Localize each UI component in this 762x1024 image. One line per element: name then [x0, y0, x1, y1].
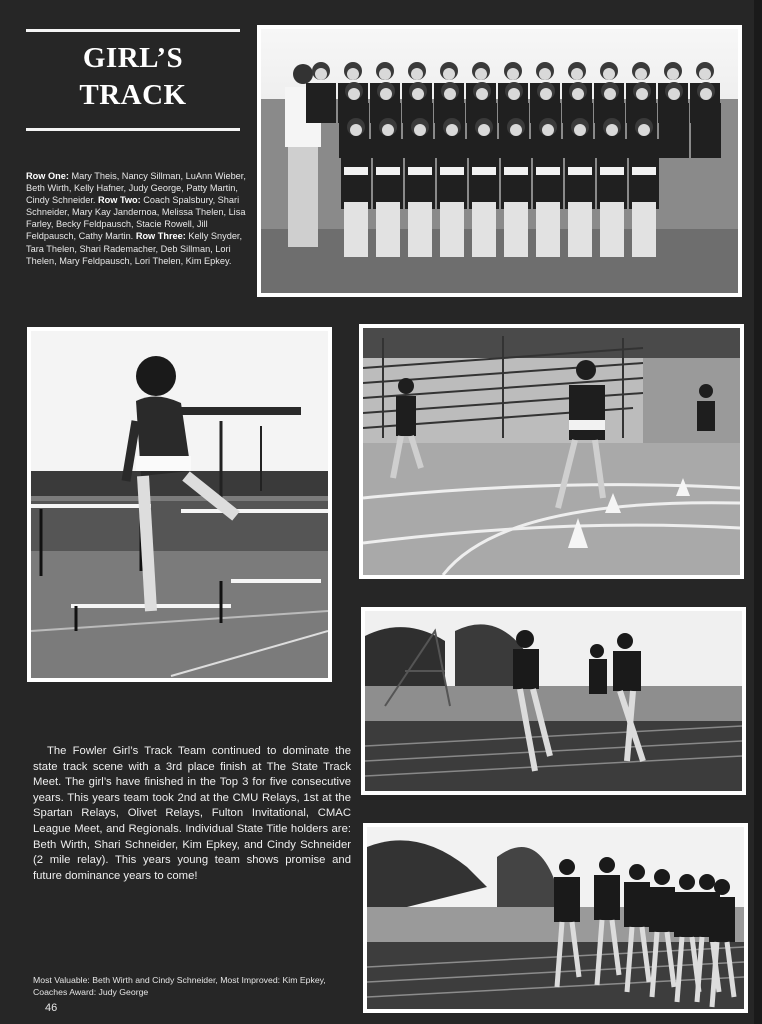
row-one-label: Row One: — [26, 171, 69, 181]
row-two-label: Row Two: — [98, 195, 141, 206]
team-summary-paragraph: The Fowler Girl’s Track Team continued to dominate the state track scene with a 3rd place finish at The State Track Meet. The girl’s have finished in the Top 3 for five consecutive years. This years team took 2nd at the CMU Relays, 1st at the Spartan Relays, Olivet Relays, Fulton Invitational, CMAC League Meet, and Regionals. Individual State Title holders are: Beth Wirth, Shari Schneider, Kim Epkey, and Cindy Schneider (2 mile relay). This years young team shows promise and future dominance years to come! — [33, 745, 351, 882]
three-runners-photo — [361, 607, 746, 795]
row-one-names: Mary Theis, Nancy Sillman, LuAnn Wieber, Beth Wirth, Kelly Hafner, Judy George, Patty Martin, Cindy Schneider. — [26, 171, 246, 206]
group-race-photo — [363, 823, 748, 1013]
row-three-label: Row Three: — [135, 231, 186, 242]
page-title — [26, 40, 240, 114]
awards-caption: Most Valuable: Beth Wirth and Cindy Schneider, Most Improved: Kim Epkey, Coaches Award: Judy George — [33, 975, 326, 997]
title-top-rule — [26, 29, 240, 32]
row-two-names: Coach Spalsbury, Shari Schneider, Mary Kay Jandernoa, Melissa Thelen, Lisa Farley, Becky Feldpausch, Stacie Rowell, Jill Feldpausch, Cathy Martin. — [26, 195, 246, 242]
title-line-1: GIRL’S — [82, 42, 184, 74]
team-group-photo — [257, 25, 742, 297]
title-line-2: TRACK — [79, 79, 187, 111]
team-roster-caption — [26, 170, 246, 267]
page-number: 46 — [45, 1002, 58, 1014]
hurdler-photo — [27, 327, 332, 682]
binding-edge — [754, 0, 762, 1024]
title-bottom-rule — [26, 128, 240, 131]
stadium-runners-photo — [359, 324, 744, 579]
row-three-names: Kelly Snyder, Tara Thelen, Shari Rademacher, Deb Sillman, Lori Thelen, Mary Feldpausch, Lori Thelen, Kim Epkey. — [26, 231, 243, 266]
